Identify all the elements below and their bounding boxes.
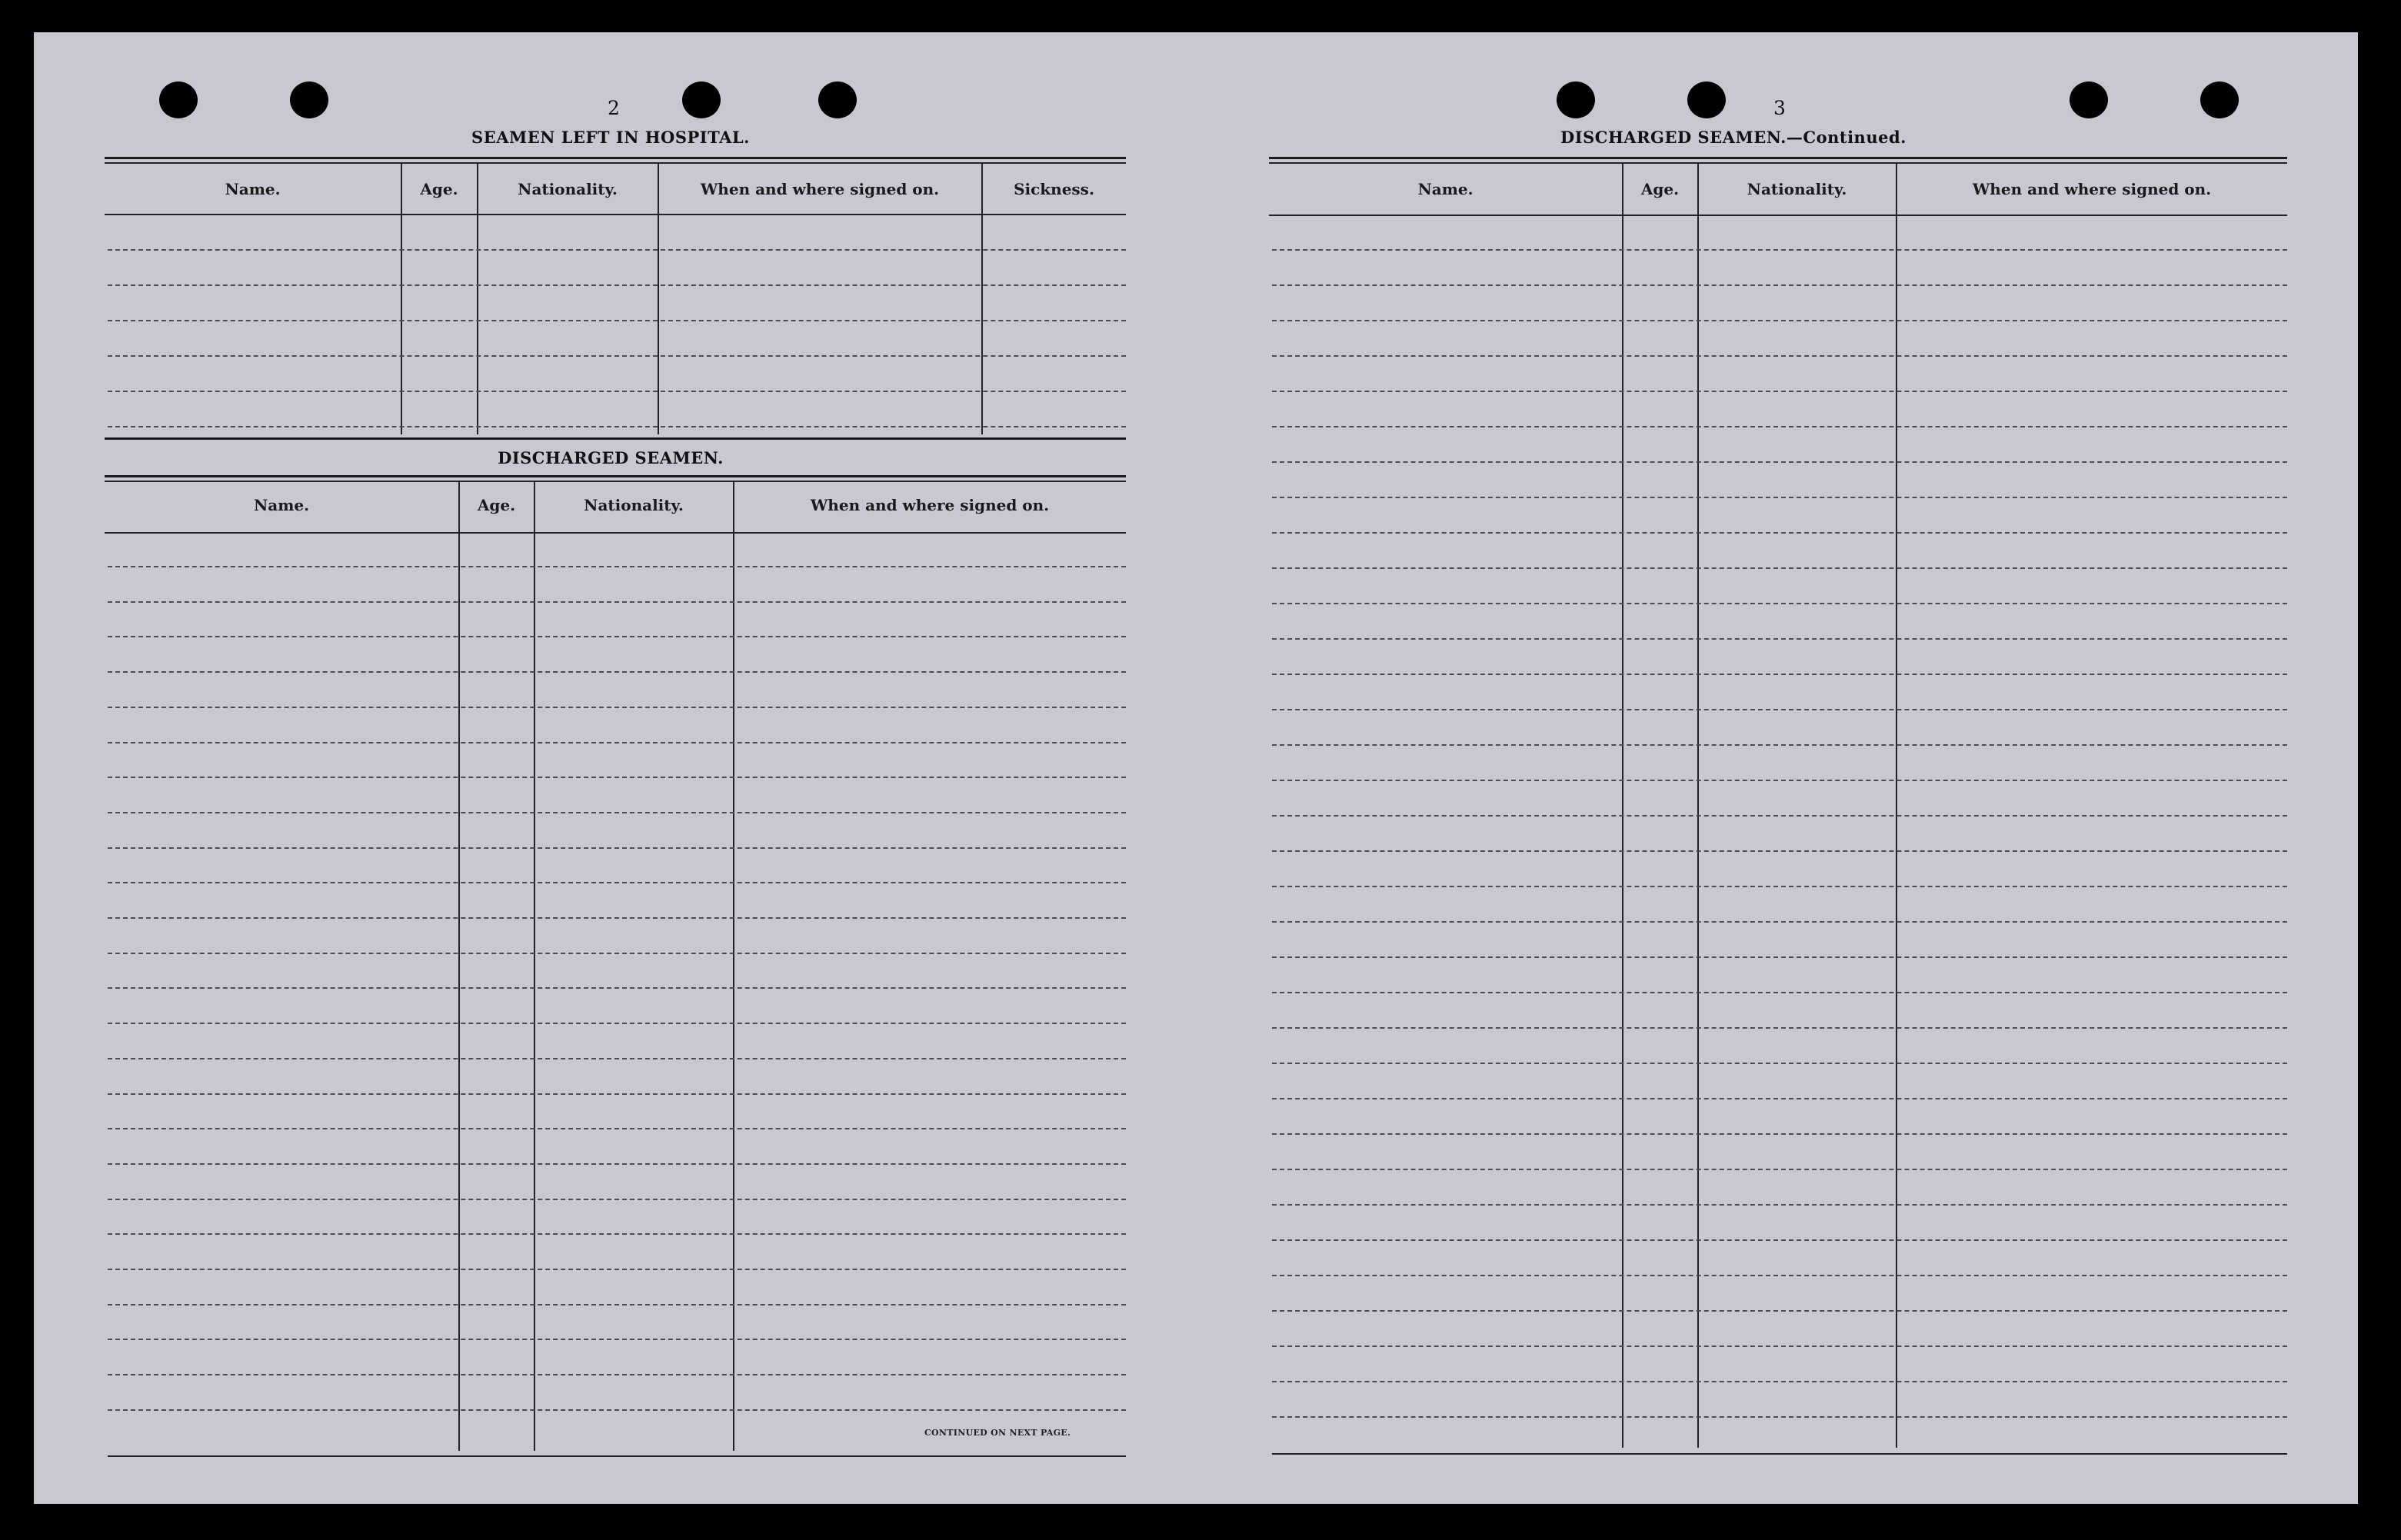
blank-entry-line [1272,355,2287,357]
continued-bottom-rule [1272,1453,2287,1455]
blank-entry-line [108,742,1126,743]
continued-col-age: Age. [1640,180,1680,198]
blank-entry-line [108,1199,1126,1200]
blank-entry-line [1272,780,2287,781]
punch-hole [682,81,721,118]
blank-entry-line [1272,1416,2287,1418]
blank-entry-line [108,1339,1126,1340]
blank-entry-line [1272,1345,2287,1347]
blank-entry-line [1272,709,2287,710]
blank-entry-line [108,1269,1126,1270]
punch-hole [818,81,857,118]
discharged-section-title: DISCHARGED SEAMEN. [498,448,724,467]
blank-entry-line [108,284,1126,286]
blank-entry-line [1272,1027,2287,1029]
blank-entry-line [108,707,1126,708]
continued-top-rule-thin [1269,162,2287,164]
continued-note: CONTINUED ON NEXT PAGE. [924,1428,1071,1438]
discharged-bottom-rule [108,1455,1126,1457]
punch-hole [159,81,198,118]
blank-entry-line [1272,391,2287,392]
blank-entry-line [108,1058,1126,1059]
discharged-col-nationality: Nationality. [584,496,684,514]
blank-entry-line [108,987,1126,989]
blank-entry-line [1272,426,2287,427]
punch-hole [1687,81,1726,118]
blank-entry-line [108,917,1126,919]
blank-entry-line [1272,567,2287,569]
blank-entry-line [108,320,1126,321]
blank-entry-line [108,1409,1126,1411]
blank-entry-line [108,249,1126,251]
blank-entry-line [1272,249,2287,251]
form-sheet [34,32,2358,1504]
blank-entry-line [1272,1239,2287,1241]
blank-entry-line [1272,992,2287,993]
continued-col-signed-on: When and where signed on. [1972,180,2212,198]
blank-entry-line [108,1374,1126,1375]
blank-entry-line [108,847,1126,849]
hospital-section-title: SEAMEN LEFT IN HOSPITAL. [471,128,750,147]
hospital-divider [658,162,659,434]
continued-header-rule [1269,215,2287,216]
blank-entry-line [108,1093,1126,1095]
blank-entry-line [108,355,1126,357]
page-number-right: 3 [1773,97,1786,119]
blank-entry-line [1272,320,2287,321]
blank-entry-line [1272,921,2287,923]
blank-entry-line [1272,1275,2287,1276]
blank-entry-line [1272,744,2287,746]
blank-entry-line [1272,1381,2287,1382]
hospital-divider [401,162,402,434]
blank-entry-line [1272,815,2287,817]
blank-entry-line [108,566,1126,567]
blank-entry-line [1272,850,2287,852]
blank-entry-line [108,777,1126,778]
blank-entry-line [1272,886,2287,887]
blank-entry-line [1272,1063,2287,1064]
blank-entry-line [108,636,1126,637]
hospital-top-rule-thin [105,162,1126,164]
blank-entry-line [108,812,1126,813]
continued-col-nationality: Nationality. [1747,180,1847,198]
blank-entry-line [108,882,1126,883]
blank-entry-line [108,1128,1126,1129]
blank-entry-line [1272,1204,2287,1206]
blank-entry-line [1272,532,2287,534]
discharged-col-name: Name. [253,496,310,514]
hospital-bottom-rule [105,437,1126,440]
discharged-continued-title: DISCHARGED SEAMEN.—Continued. [1560,128,1906,147]
discharged-col-signed-on: When and where signed on. [810,496,1050,514]
blank-entry-line [108,671,1126,673]
hospital-divider [981,162,983,434]
discharged-top-rule-thin [105,481,1126,482]
punch-hole [290,81,328,118]
blank-entry-line [108,1304,1126,1306]
blank-entry-line [1272,497,2287,498]
blank-entry-line [1272,1098,2287,1099]
blank-entry-line [108,1163,1126,1165]
blank-entry-line [1272,674,2287,675]
hospital-col-sickness: Sickness. [1014,180,1094,198]
blank-entry-line [1272,956,2287,958]
hospital-header-rule [105,214,1126,215]
blank-entry-line [1272,284,2287,286]
discharged-header-rule [105,532,1126,534]
blank-entry-line [1272,638,2287,640]
blank-entry-line [1272,1310,2287,1312]
hospital-col-name: Name. [225,180,281,198]
blank-entry-line [108,426,1126,427]
discharged-top-rule [105,475,1126,477]
continued-top-rule [1269,157,2287,159]
blank-entry-line [1272,1169,2287,1170]
discharged-col-age: Age. [477,496,516,514]
blank-entry-line [108,953,1126,954]
blank-entry-line [108,1233,1126,1235]
punch-hole [2070,81,2108,118]
blank-entry-line [108,391,1126,392]
hospital-col-signed-on: When and where signed on. [700,180,940,198]
page-number-left: 2 [608,97,620,119]
blank-entry-line [108,601,1126,603]
blank-entry-line [108,1023,1126,1024]
continued-col-name: Name. [1417,180,1474,198]
blank-entry-line [1272,461,2287,463]
blank-entry-line [1272,1133,2287,1135]
blank-entry-line [1272,603,2287,604]
hospital-col-nationality: Nationality. [518,180,618,198]
punch-hole [1557,81,1595,118]
punch-hole [2200,81,2239,118]
hospital-col-age: Age. [420,180,458,198]
hospital-top-rule [105,157,1126,159]
hospital-divider [477,162,478,434]
